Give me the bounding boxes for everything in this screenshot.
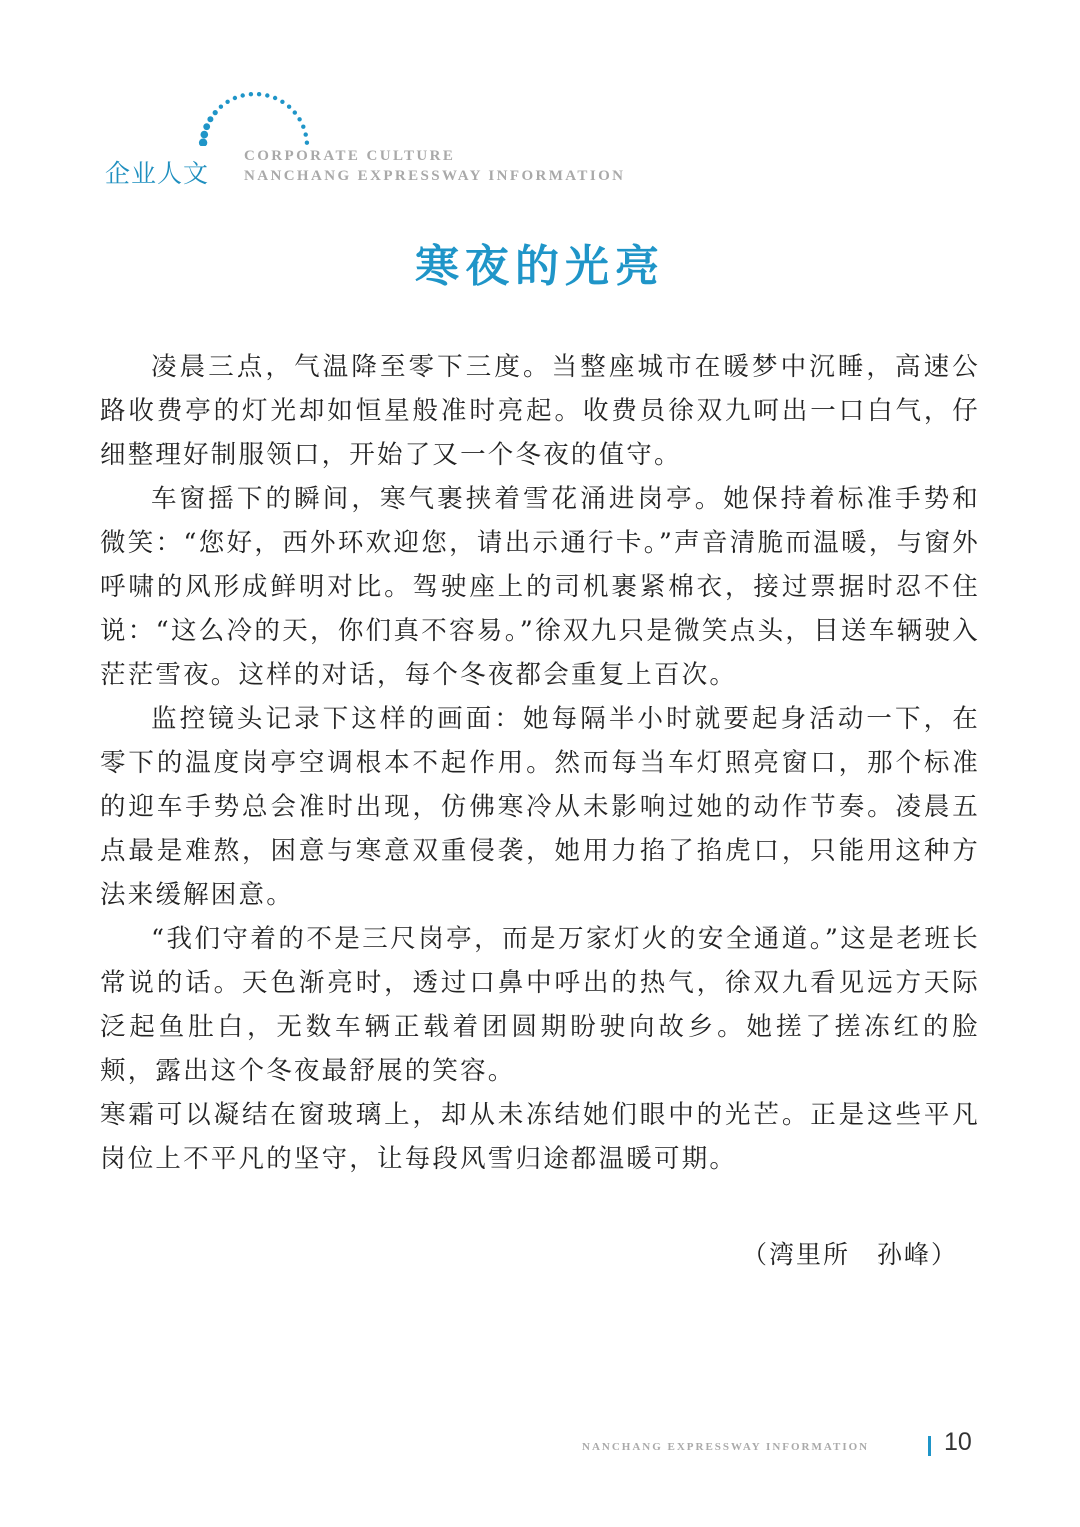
arc-dot [219, 105, 223, 109]
arc-dot [304, 132, 308, 136]
page-number: 10 [944, 1428, 972, 1456]
author-signature: （湾里所 孙峰） [741, 1240, 958, 1269]
arc-dot [207, 116, 213, 122]
arc-dot [241, 93, 245, 97]
dot-arc-logo-icon [190, 86, 320, 146]
arc-dot [203, 123, 210, 130]
arc-dot [201, 131, 209, 139]
arc-dot [287, 105, 291, 109]
paragraph-1: 凌晨三点，气温降至零下三度。当整座城市在暖梦中沉睡，高速公路收费亭的灯光却如恒星般准时亮起。收费员徐双九呵出一口白气，仔细整理好制服领口，开始了又一个冬夜的值守。 [100, 352, 980, 470]
paragraph-5: 寒霜可以凝结在窗玻璃上，却从未冻结她们眼中的光芒。正是这些平凡岗位上不平凡的坚守，让每段风雪归途都温暖可期。 [100, 1100, 980, 1174]
section-title-en-line1: CORPORATE CULTURE [244, 148, 456, 164]
article-title: 寒夜的光亮 [415, 241, 665, 292]
arc-dot [213, 110, 218, 115]
arc-dot [225, 100, 229, 104]
page-header [0, 0, 1080, 200]
arc-dot [265, 93, 269, 97]
footer-divider [928, 1436, 931, 1456]
section-title-cn: 企业人文 [105, 159, 210, 188]
footer-publication-name: NANCHANG EXPRESSWAY INFORMATION [582, 1441, 870, 1453]
paragraph-2: 车窗摇下的瞬间，寒气裹挟着雪花涌进岗亭。她保持着标准手势和微笑：“您好，西外环欢迎您，请出示通行卡。”声音清脆而温暖，与窗外呼啸的风形成鲜明对比。驾驶座上的司机裹紧棉衣，接过票据时忍不住说：“这么冷的天，你们真不容易。”徐双九只是微笑点头，目送车辆驶入茫茫雪夜。这样的对话，每个冬夜都会重复上百次。 [100, 484, 980, 690]
arc-dot [280, 100, 284, 104]
arc-dot [257, 92, 261, 96]
arc-dot [249, 92, 253, 96]
section-title-en-line2: NANCHANG EXPRESSWAY INFORMATION [244, 168, 626, 184]
article-body [100, 345, 980, 1181]
arc-dot [233, 96, 237, 100]
arc-dot [301, 125, 305, 129]
paragraph-4: “我们守着的不是三尺岗亭，而是万家灯火的安全通道。”这是老班长常说的话。天色渐亮时，透过口鼻中呼出的热气，徐双九看见远方天际泛起鱼肚白，无数车辆正载着团圆期盼驶向故乡。她搓了搓冻红的脸颊，露出这个冬夜最舒展的笑容。 [100, 924, 980, 1086]
arc-dot [199, 139, 207, 147]
paragraph-3: 监控镜头记录下这样的画面：她每隔半小时就要起身活动一下，在零下的温度岗亭空调根本不起作用。然而每当车灯照亮窗口，那个标准的迎车手势总会准时出现，仿佛寒冷从未影响过她的动作节奏。凌晨五点最是难熬，困意与寒意双重侵袭，她用力掐了掐虎口，只能用这种方法来缓解困意。 [100, 704, 980, 910]
arc-dot [293, 110, 297, 114]
arc-dot [273, 96, 277, 100]
arc-dot [305, 141, 309, 145]
section-title-en [244, 146, 625, 186]
arc-dot [297, 117, 301, 121]
